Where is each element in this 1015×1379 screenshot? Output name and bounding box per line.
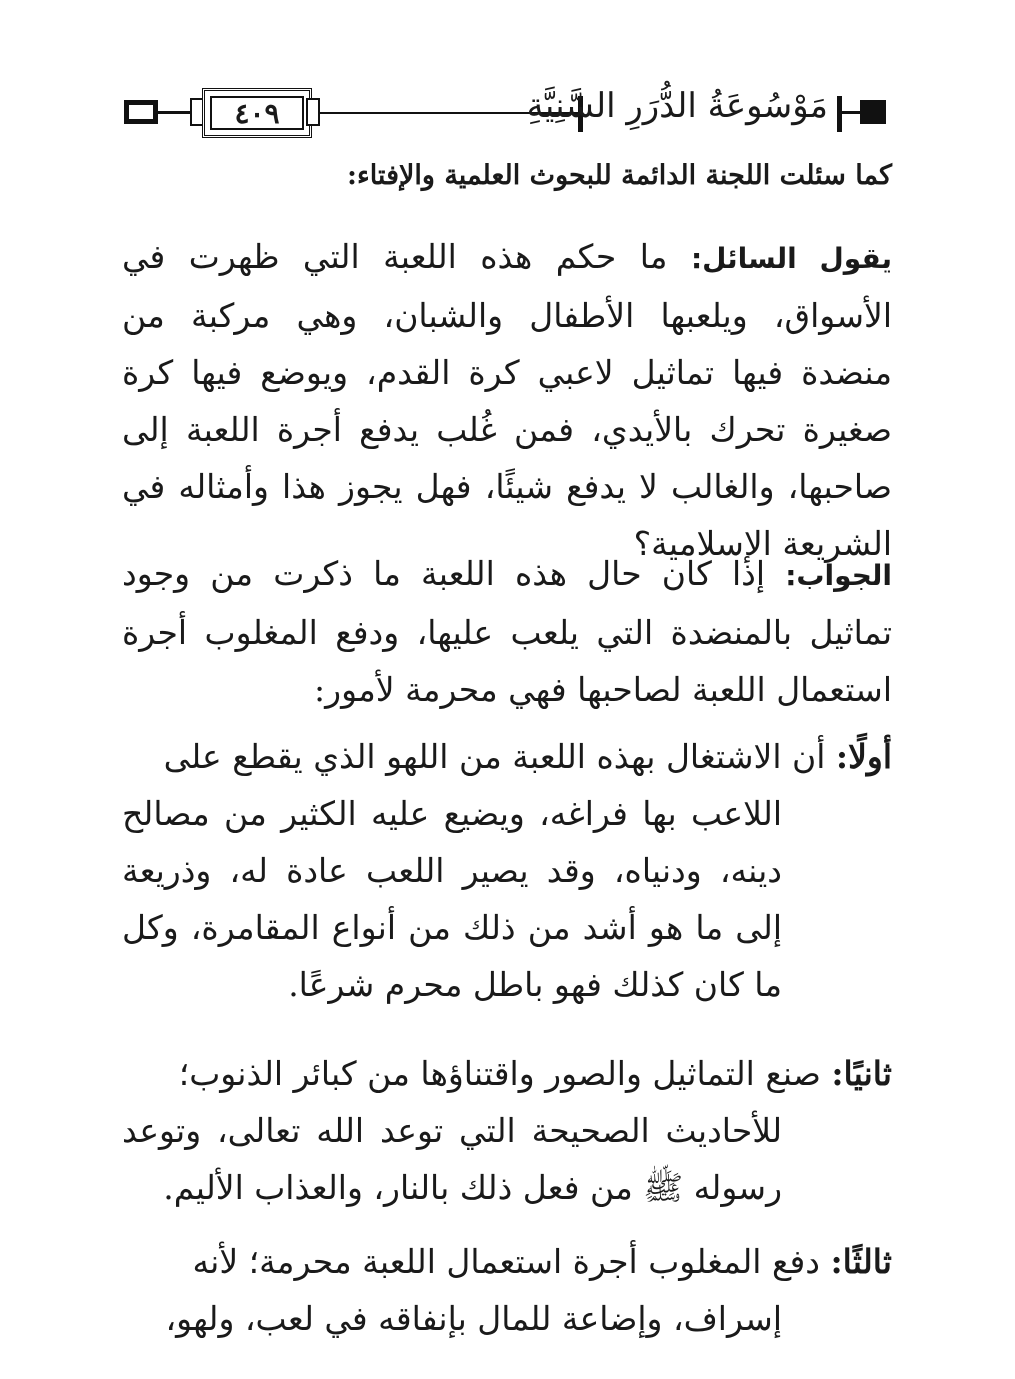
section-intro: كما سئلت اللجنة الدائمة للبحوث العلمية والإفتاء:	[347, 160, 892, 191]
series-title: مَوْسُوعَةُ الدُّرَرِ السَّنِيَّةِ	[526, 86, 828, 126]
reason-label: أولًا:	[835, 737, 892, 776]
reason-text: صنع التماثيل والصور واقتناؤها من كبائر الذنوب؛	[178, 1054, 832, 1093]
reason-label: ثانيًا:	[831, 1054, 892, 1093]
page-header	[120, 86, 890, 146]
reason-first-line	[122, 1045, 892, 1102]
ornament-knot	[306, 98, 320, 126]
ornament-box-right	[860, 100, 886, 124]
answer-text: إذا كان حال هذه اللعبة ما ذكرت من وجود تماثيل بالمنضدة التي يلعب عليها، ودفع المغلوب أجرة استعمال اللعبة لصاحبها فهي محرمة لأمور:	[122, 554, 892, 709]
reason-continuation: إسراف، وإضاعة للمال بإنفاقه في لعب، ولهو،	[165, 1299, 782, 1338]
reason-continuation: اللاعب بها فراغه، ويضيع عليه الكثير من مصالح دينه، ودنياه، وقد يصير اللعب عادة له، وذريعة إلى ما هو أشد من ذلك من أنواع المقامرة، وكل ما كان كذلك فهو باطل محرم شرعًا.	[122, 794, 782, 1004]
reason-continuation: للأحاديث الصحيحة التي توعد الله تعالى، وتوعد رسوله ﷺ من فعل ذلك بالنار، والعذاب الأليم.	[122, 1111, 782, 1207]
reason-item	[122, 728, 892, 1013]
page-number: ٤٠٩	[234, 96, 280, 130]
question-paragraph	[122, 228, 892, 572]
reason-label: ثالثًا:	[830, 1242, 892, 1281]
header-separator	[837, 96, 842, 132]
reason-first-line	[122, 1233, 892, 1290]
reason-item	[122, 1233, 892, 1347]
question-text: ما حكم هذه اللعبة التي ظهرت في الأسواق، ويلعبها الأطفال والشبان، وهي مركبة من منضدة فيها تماثيل لاعبي كرة القدم، ويوضع فيها كرة صغيرة تحرك بالأيدي، فمن غُلب يدفع أجرة اللعبة إلى صاحبها، والغالب لا يدفع شيئًا، فهل يجوز هذا وأمثاله في الشريعة الإسلامية؟	[122, 237, 892, 563]
question-label: يقول السائل:	[690, 242, 892, 275]
header-rule-right	[842, 111, 860, 114]
answer-paragraph	[122, 545, 892, 718]
reason-item	[122, 1045, 892, 1216]
ornament-box-left	[124, 100, 158, 124]
reason-first-line	[122, 728, 892, 785]
reason-text: دفع المغلوب أجرة استعمال اللعبة محرمة؛ لأنه	[192, 1242, 831, 1281]
answer-label: الجواب:	[785, 559, 892, 592]
reason-text: أن الاشتغال بهذه اللعبة من اللهو الذي يقطع على	[163, 737, 836, 776]
page-number-frame	[202, 88, 312, 138]
